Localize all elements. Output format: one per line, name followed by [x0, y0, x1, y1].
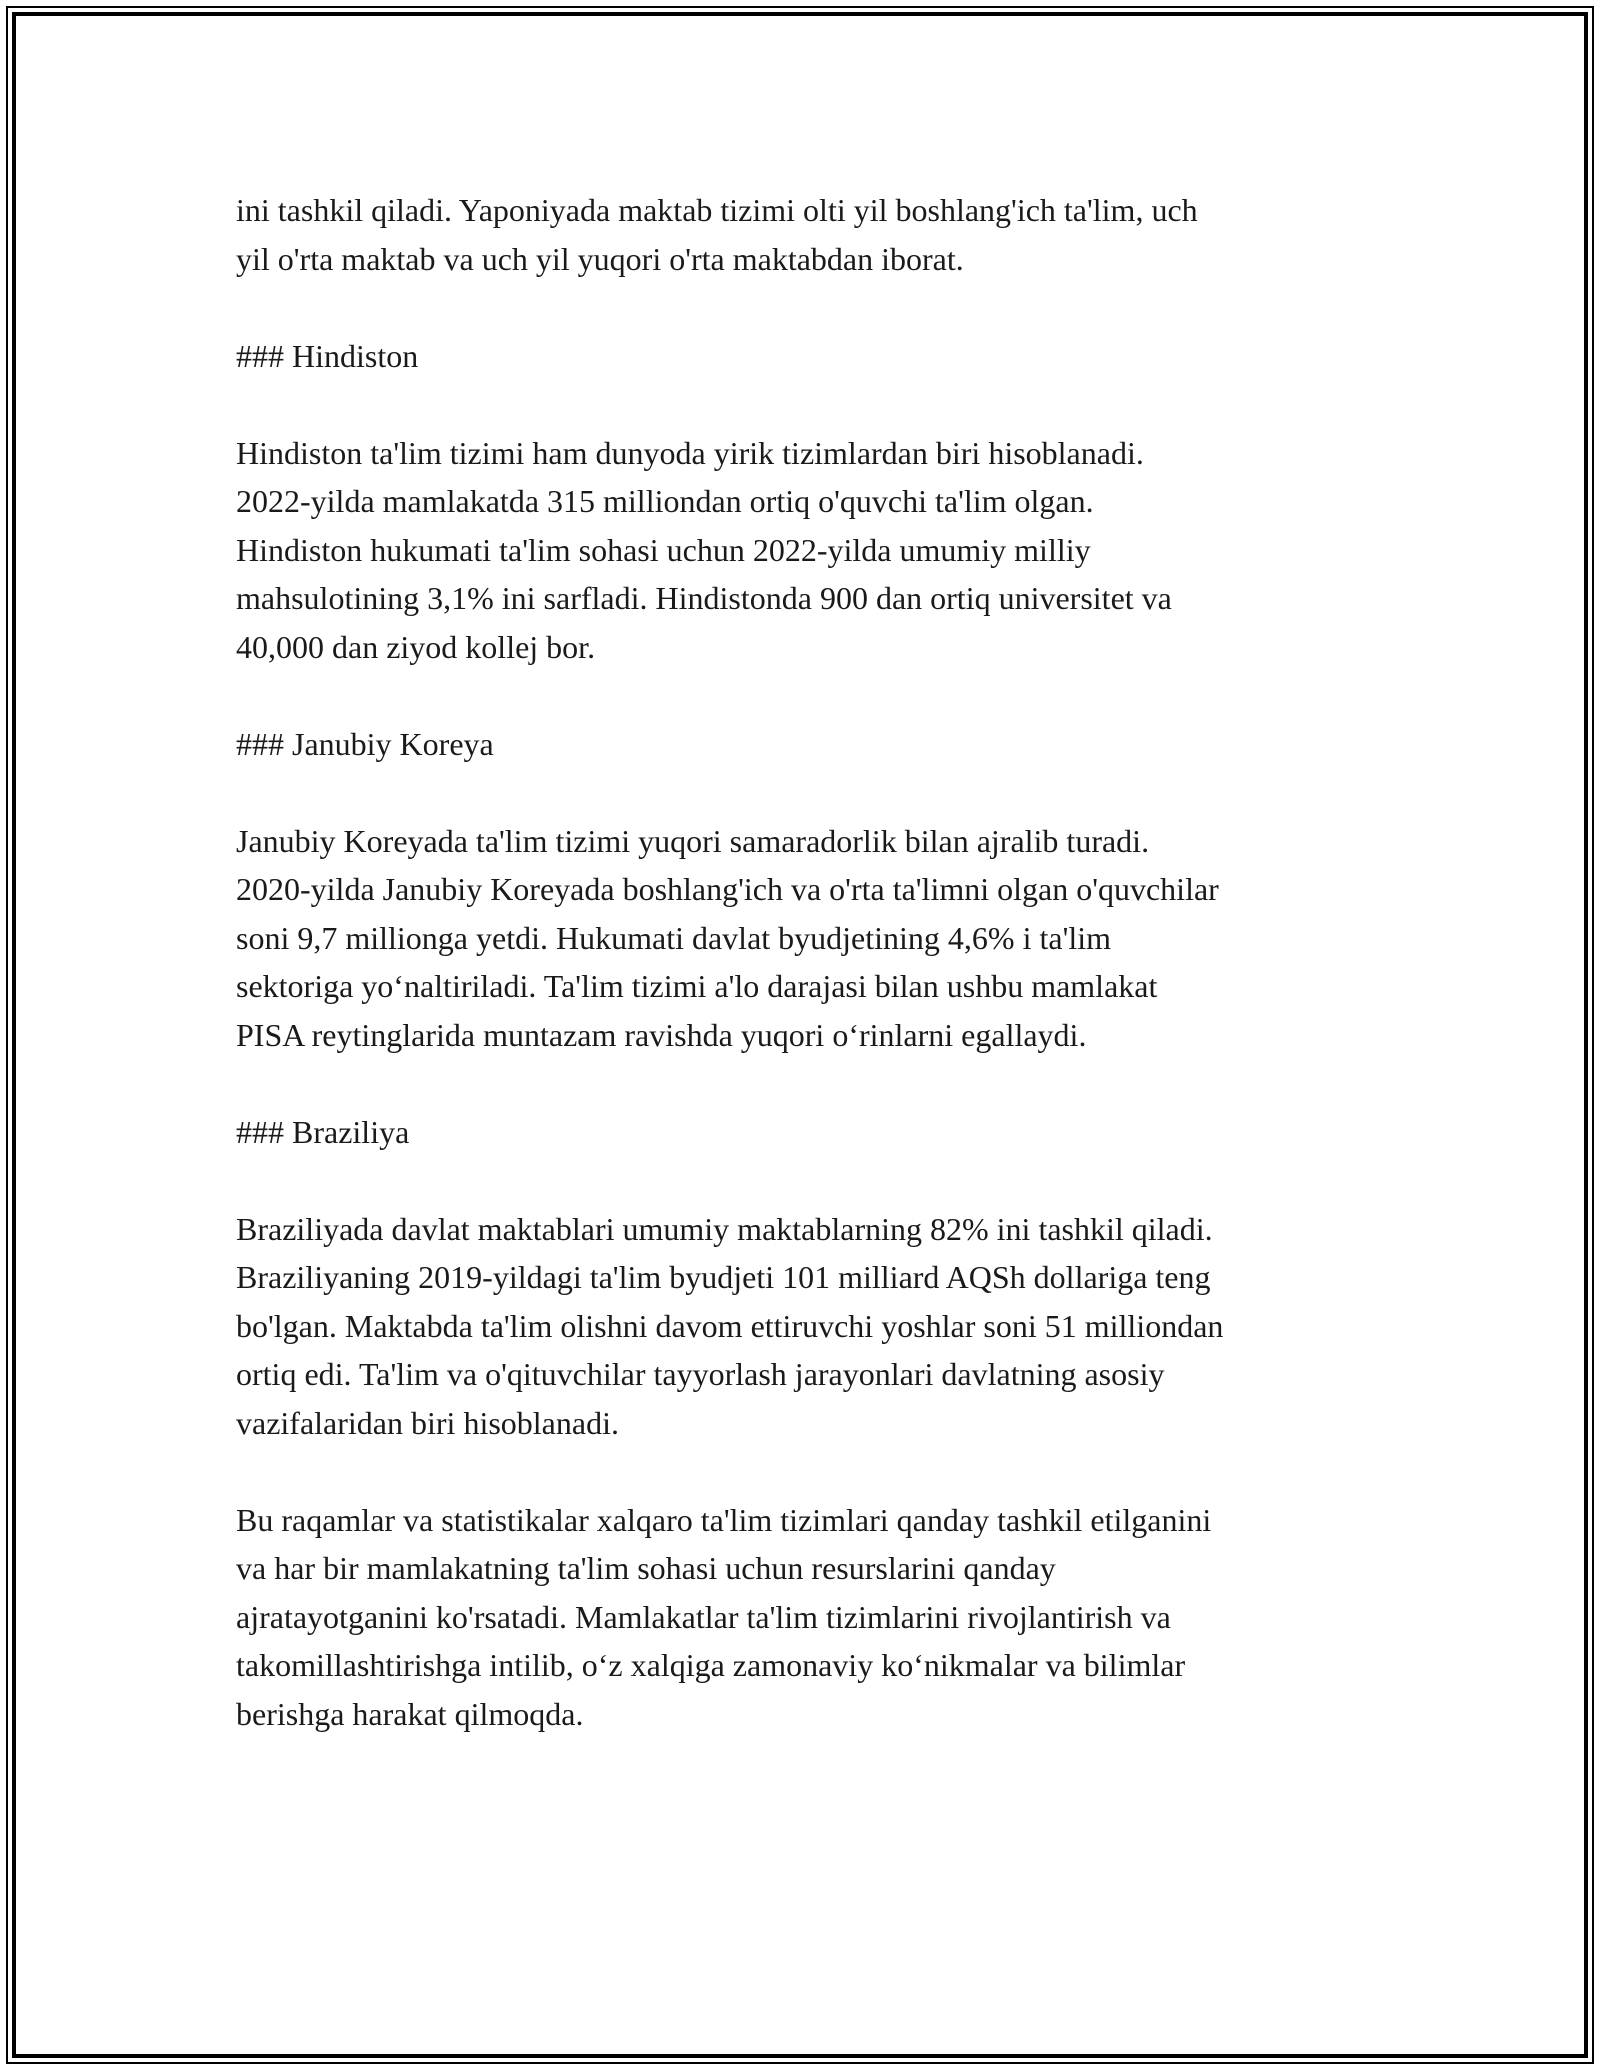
paragraph-braziliya: Braziliyada davlat maktablari umumiy maktablarning 82% ini tashkil qiladi. Braziliyaning 2019-yildagi ta'lim byudjeti 101 milliard AQSh dollariga teng bo'lgan. Maktabda ta'lim olishni davom ettiruvchi yoshlar soni 51 milliondan ortiq edi. Ta'lim va o'qituvchilar tayyorlash jarayonlari davlatning asosiy vazifalaridan biri hisoblanadi.	[236, 1210, 1224, 1441]
heading-braziliya: ### Braziliya	[236, 1113, 410, 1150]
heading-janubiy-koreya: ### Janubiy Koreya	[236, 725, 494, 762]
paragraph-conclusion: Bu raqamlar va statistikalar xalqaro ta'lim tizimlari qanday tashkil etilganini va har bir mamlakatning ta'lim sohasi uchun resurslarini qanday ajratayotganini ko'rsatadi. Mamlakatlar ta'lim tizimlarini rivojlantirish va takomillashtirishga intilib, o‘z xalqiga zamonaviy ko‘nikmalar va bilimlar berishga harakat qilmoqda.	[236, 1501, 1212, 1732]
document-body	[236, 186, 1386, 1738]
paragraph-hindiston: Hindiston ta'lim tizimi ham dunyoda yirik tizimlardan biri hisoblanadi. 2022-yilda mamlakatda 315 milliondan ortiq o'quvchi ta'lim olgan. Hindiston hukumati ta'lim sohasi uchun 2022-yilda umumiy milliy mahsulotining 3,1% ini sarfladi. Hindistonda 900 dan ortiq universitet va 40,000 dan ziyod kollej bor.	[236, 434, 1172, 665]
paragraph-japan-continuation: ini tashkil qiladi. Yaponiyada maktab tizimi olti yil boshlang'ich ta'lim, uch yil o'rta maktab va uch yil yuqori o'rta maktabdan iborat.	[236, 192, 1198, 277]
heading-hindiston: ### Hindiston	[236, 337, 419, 374]
paragraph-janubiy-koreya: Janubiy Koreyada ta'lim tizimi yuqori samaradorlik bilan ajralib turadi. 2020-yilda Janubiy Koreyada boshlang'ich va o'rta ta'limni olgan o'quvchilar soni 9,7 millionga yetdi. Hukumati davlat byudjetining 4,6% i ta'lim sektoriga yo‘naltiriladi. Ta'lim tizimi a'lo darajasi bilan ushbu mamlakat PISA reytinglarida muntazam ravishda yuqori o‘rinlarni egallaydi.	[236, 822, 1219, 1053]
